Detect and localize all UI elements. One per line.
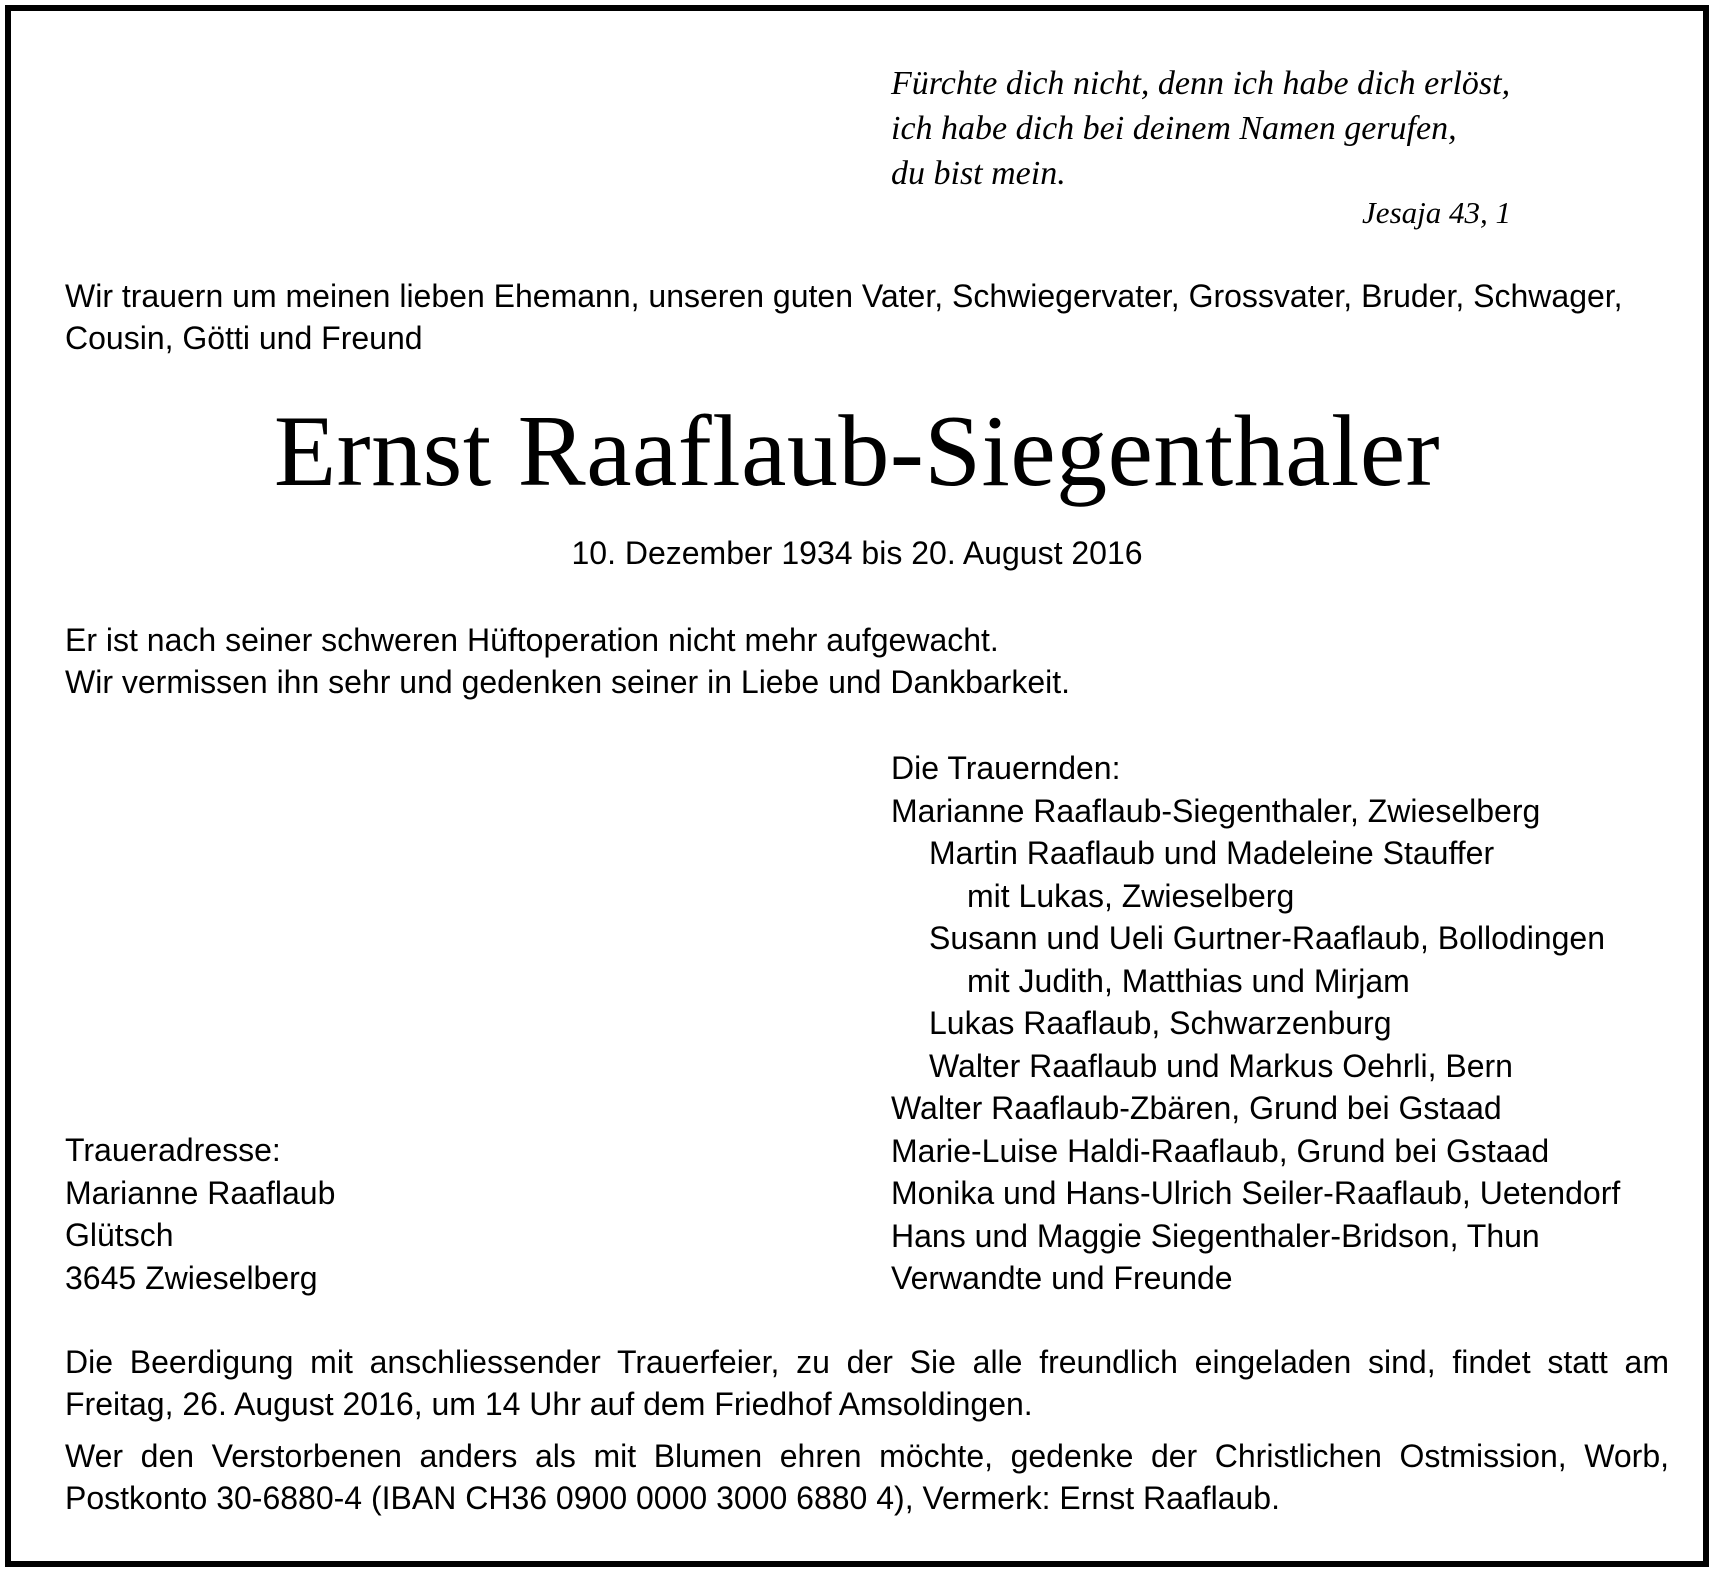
- mourner-entry: mit Judith, Matthias und Mirjam: [967, 962, 1410, 999]
- quote-line: Fürchte dich nicht, denn ich habe dich erlöst,: [891, 65, 1511, 102]
- quote-source: Jesaja 43, 1: [1362, 195, 1511, 230]
- intro-line: Cousin, Götti und Freund: [65, 320, 423, 356]
- mourner-entry: Walter Raaflaub und Markus Oehrli, Bern: [929, 1047, 1513, 1084]
- obituary-frame: [5, 5, 1709, 1567]
- quote-line: ich habe dich bei deinem Namen gerufen,: [891, 110, 1457, 147]
- mourners-list: [891, 747, 1671, 1300]
- message-line: Wir vermissen ihn sehr und gedenken seiner in Liebe und Dankbarkeit.: [65, 664, 1070, 700]
- quote-line: du bist mein.: [891, 155, 1066, 192]
- intro-text: [65, 275, 1665, 359]
- mourner-entry: Walter Raaflaub-Zbären, Grund bei Gstaad: [891, 1090, 1502, 1126]
- mourner-entry: Monika und Hans-Ulrich Seiler-Raaflaub, Uetendorf: [891, 1175, 1621, 1211]
- mourning-address: [65, 1129, 665, 1299]
- intro-line: Wir trauern um meinen lieben Ehemann, unseren guten Vater, Schwiegervater, Grossvater, Bruder, Schwager,: [65, 278, 1623, 314]
- mourner-entry: Verwandte und Freunde: [891, 1260, 1233, 1296]
- memorial-message: [65, 619, 1665, 703]
- mourner-entry: Susann und Ueli Gurtner-Raaflaub, Bollodingen: [929, 920, 1605, 956]
- mourners-heading: Die Trauernden:: [891, 750, 1121, 786]
- funeral-notice: Die Beerdigung mit anschliessender Trauerfeier, zu der Sie alle freundlich eingeladen sind, findet statt am Freitag, 26. August 2016, um 14 Uhr auf dem Friedhof Amsoldingen.: [65, 1344, 1669, 1422]
- address-street: Glütsch: [65, 1217, 174, 1253]
- mourner-entry: Lukas Raaflaub, Schwarzenburg: [929, 1005, 1392, 1041]
- address-name: Marianne Raaflaub: [65, 1174, 336, 1211]
- mourner-entry: Hans und Maggie Siegenthaler-Bridson, Thun: [891, 1217, 1540, 1254]
- life-dates: 10. Dezember 1934 bis 20. August 2016: [571, 535, 1143, 571]
- mourner-entry: Marianne Raaflaub-Siegenthaler, Zwieselberg: [891, 792, 1541, 829]
- donation-notice: Wer den Verstorbenen anders als mit Blumen ehren möchte, gedenke der Christlichen Ostmission, Worb, Postkonto 30-6880-4 (IBAN CH36 0900 0000 3000 6880 4), Vermerk: Ernst Raaflaub.: [65, 1438, 1669, 1516]
- mourner-entry: mit Lukas, Zwieselberg: [967, 877, 1295, 914]
- mourner-entry: Marie-Luise Haldi-Raaflaub, Grund bei Gstaad: [891, 1132, 1550, 1169]
- bible-quote: [891, 61, 1511, 196]
- message-line: Er ist nach seiner schweren Hüftoperation nicht mehr aufgewacht.: [65, 622, 999, 658]
- address-city: 3645 Zwieselberg: [65, 1259, 318, 1296]
- mourner-entry: Martin Raaflaub und Madeleine Stauffer: [929, 835, 1495, 871]
- address-heading: Traueradresse:: [65, 1132, 281, 1168]
- deceased-name: Ernst Raaflaub-Siegenthaler: [273, 395, 1441, 508]
